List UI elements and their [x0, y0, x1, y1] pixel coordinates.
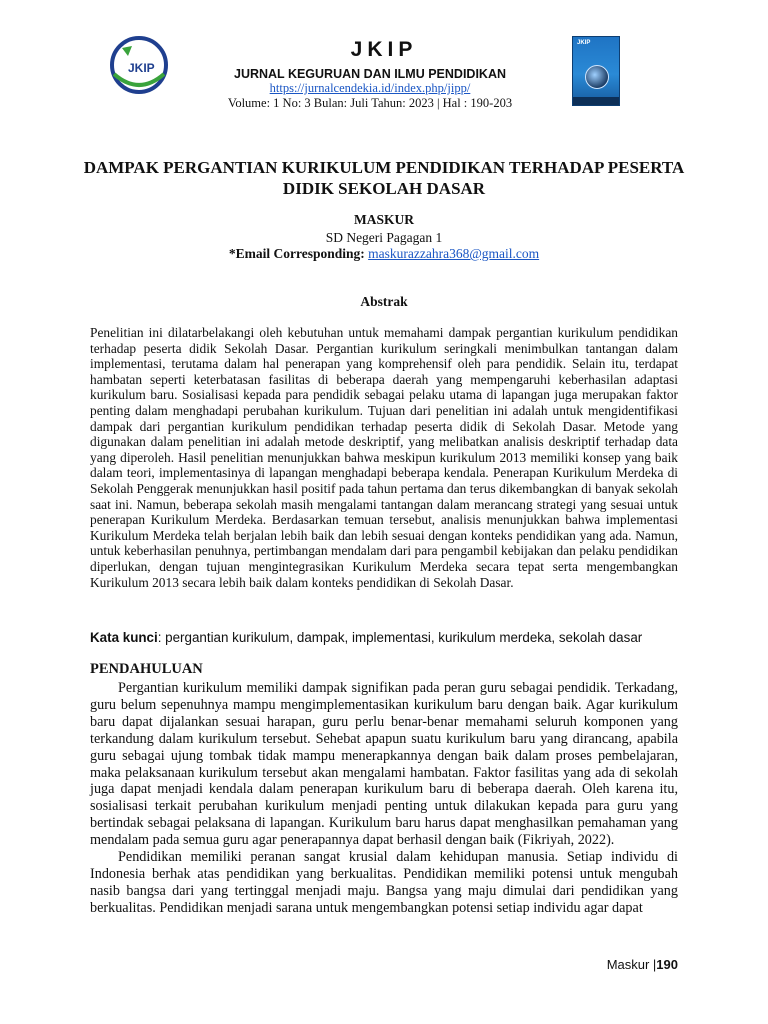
page-footer	[607, 957, 678, 972]
author-name: MASKUR	[354, 212, 414, 227]
keywords-label: Kata kunci	[90, 630, 158, 645]
cover-bottom-band	[573, 97, 619, 105]
page-number: 190	[656, 957, 678, 972]
cover-title: JKIP	[577, 40, 591, 46]
cover-globe-graphic	[585, 65, 609, 89]
paragraph: Pergantian kurikulum memiliki dampak signifikan pada peran guru sebagai pendidik. Terkadang, guru belum sepenuhnya mampu mengimplementasikan kurikulum baru dengan baik. Agar kurikulum baru dapat dijalankan sesuai harapan, guru perlu benar-benar memahami seluruh komponen yang terkandung dalam kurikulum tersebut. Sehebat apapun suatu kurikulum baru yang dirancang, apabila guru sebagai ujung tombak tidak mampu menerapkannya dengan baik dalam proses pembelajaran, maka pelaksanaan kurikulum tersebut akan mengalami hambatan. Faktor fasilitas yang ada di sekolah juga dapat menjadi kendala dalam penerapan kurikulum baru di beberapa daerah. Oleh karena itu, sosialisasi terkait perubahan kurikulum menjadi penting untuk dilakukan kepada para guru yang bertindak sebagai pelaksana di lapangan. Kurikulum baru harus dapat menghasilkan pemahaman yang mendalam pada semua guru agar penerapannya dapat berhasil dengan baik (Fikriyah, 2022).	[90, 680, 678, 849]
journal-name: JURNAL KEGURUAN DAN ILMU PENDIDIKAN	[234, 67, 506, 81]
journal-acronym: JKIP	[350, 38, 418, 61]
email-correspondence	[0, 246, 768, 262]
volume-info: Volume: 1 No: 3 Bulan: Juli Tahun: 2023 | Hal : 190-203	[227, 96, 513, 110]
footer-author: Maskur |	[606, 957, 657, 972]
journal-url-link[interactable]: https://jurnalcendekia.id/index.php/jipp/	[269, 81, 471, 95]
paragraph: Pendidikan memiliki peranan sangat krusial dalam kehidupan manusia. Setiap individu di Indonesia berhak atas pendidikan yang berkualitas. Pendidikan memiliki potensi untuk mengubah nasib bangsa dari yang tertinggal menjadi maju. Bangsa yang maju dimulai dari pendidikan yang berkualitas. Pendidikan menjadi sarana untuk mengembangkan potensi setiap individu agar dapat	[90, 849, 678, 916]
email-link[interactable]: maskurazzahra368@gmail.com	[368, 246, 540, 261]
introduction-body	[90, 680, 678, 917]
journal-cover-image	[572, 36, 620, 106]
email-label: *Email Corresponding:	[228, 246, 365, 261]
abstract-text: Penelitian ini dilatarbelakangi oleh kebutuhan untuk memahami dampak pergantian kurikulum pendidikan terhadap peserta didik Sekolah Dasar. Pergantian kurikulum seringkali menimbulkan tantangan dalam implementasi, terutama dalam hal penerapan yang komprehensif oleh para pendidik. Selain itu, terdapat hambatan seperti keterbatasan fasilitas di beberapa daerah yang mempengaruhi keberhasilan adaptasi kurikulum baru. Sosialisasi kepada para pendidik sebagai pelaku utama di lapangan juga merupakan faktor penting dalam menghadapi perubahan kurikulum. Tujuan dari penelitian ini adalah untuk mengidentifikasi dampak dari pergantian kurikulum pendidikan terhadap peserta didik di Sekolah Dasar. Metode yang digunakan dalam penelitian ini adalah metode deskriptif, yang melibatkan analisis deskriptif terhadap data yang diperoleh. Hasil penelitian menunjukkan bahwa meskipun kurikulum 2013 memiliki konsep yang baik dalam teori, implementasinya di lapangan menghadapi beberapa kendala. Penerapan Kurikulum Merdeka di Sekolah Penggerak menunjukkan hasil positif pada tahun pertama dan terus dikembangkan di banyak sekolah saat ini. Namun, beberapa sekolah masih mengalami tantangan dalam merancang strategi yang sesuai untuk penerapan Kurikulum Merdeka. Berdasarkan temuan tersebut, analisis menunjukkan bahwa implementasi Kurikulum Merdeka telah berjalan lebih baik dan lebih sesuai dengan konteks pendidikan yang ada. Namun, untuk keberhasilan penuhnya, pertimbangan mendalam dari para pengambil kebijakan dan pelaku pendidikan diperlukan, dengan tujuan mengintegrasikan Kurikulum Merdeka secara tepat serta mengembangkan Kurikulum 2013 secara lebih baik dalam konteks pendidikan di Sekolah Dasar.	[90, 325, 678, 590]
author-affiliation: SD Negeri Pagagan 1	[325, 230, 443, 245]
logo-text: JKIP	[128, 61, 155, 75]
keywords-text: : pergantian kurikulum, dampak, implementasi, kurikulum merdeka, sekolah dasar	[157, 630, 643, 645]
section-heading: PENDAHULUAN	[90, 661, 203, 677]
keywords-line	[90, 630, 710, 645]
abstract-heading: Abstrak	[360, 294, 408, 309]
article-title: DAMPAK PERGANTIAN KURIKULUM PENDIDIKAN TERHADAP PESERTA DIDIK SEKOLAH DASAR	[83, 158, 685, 198]
